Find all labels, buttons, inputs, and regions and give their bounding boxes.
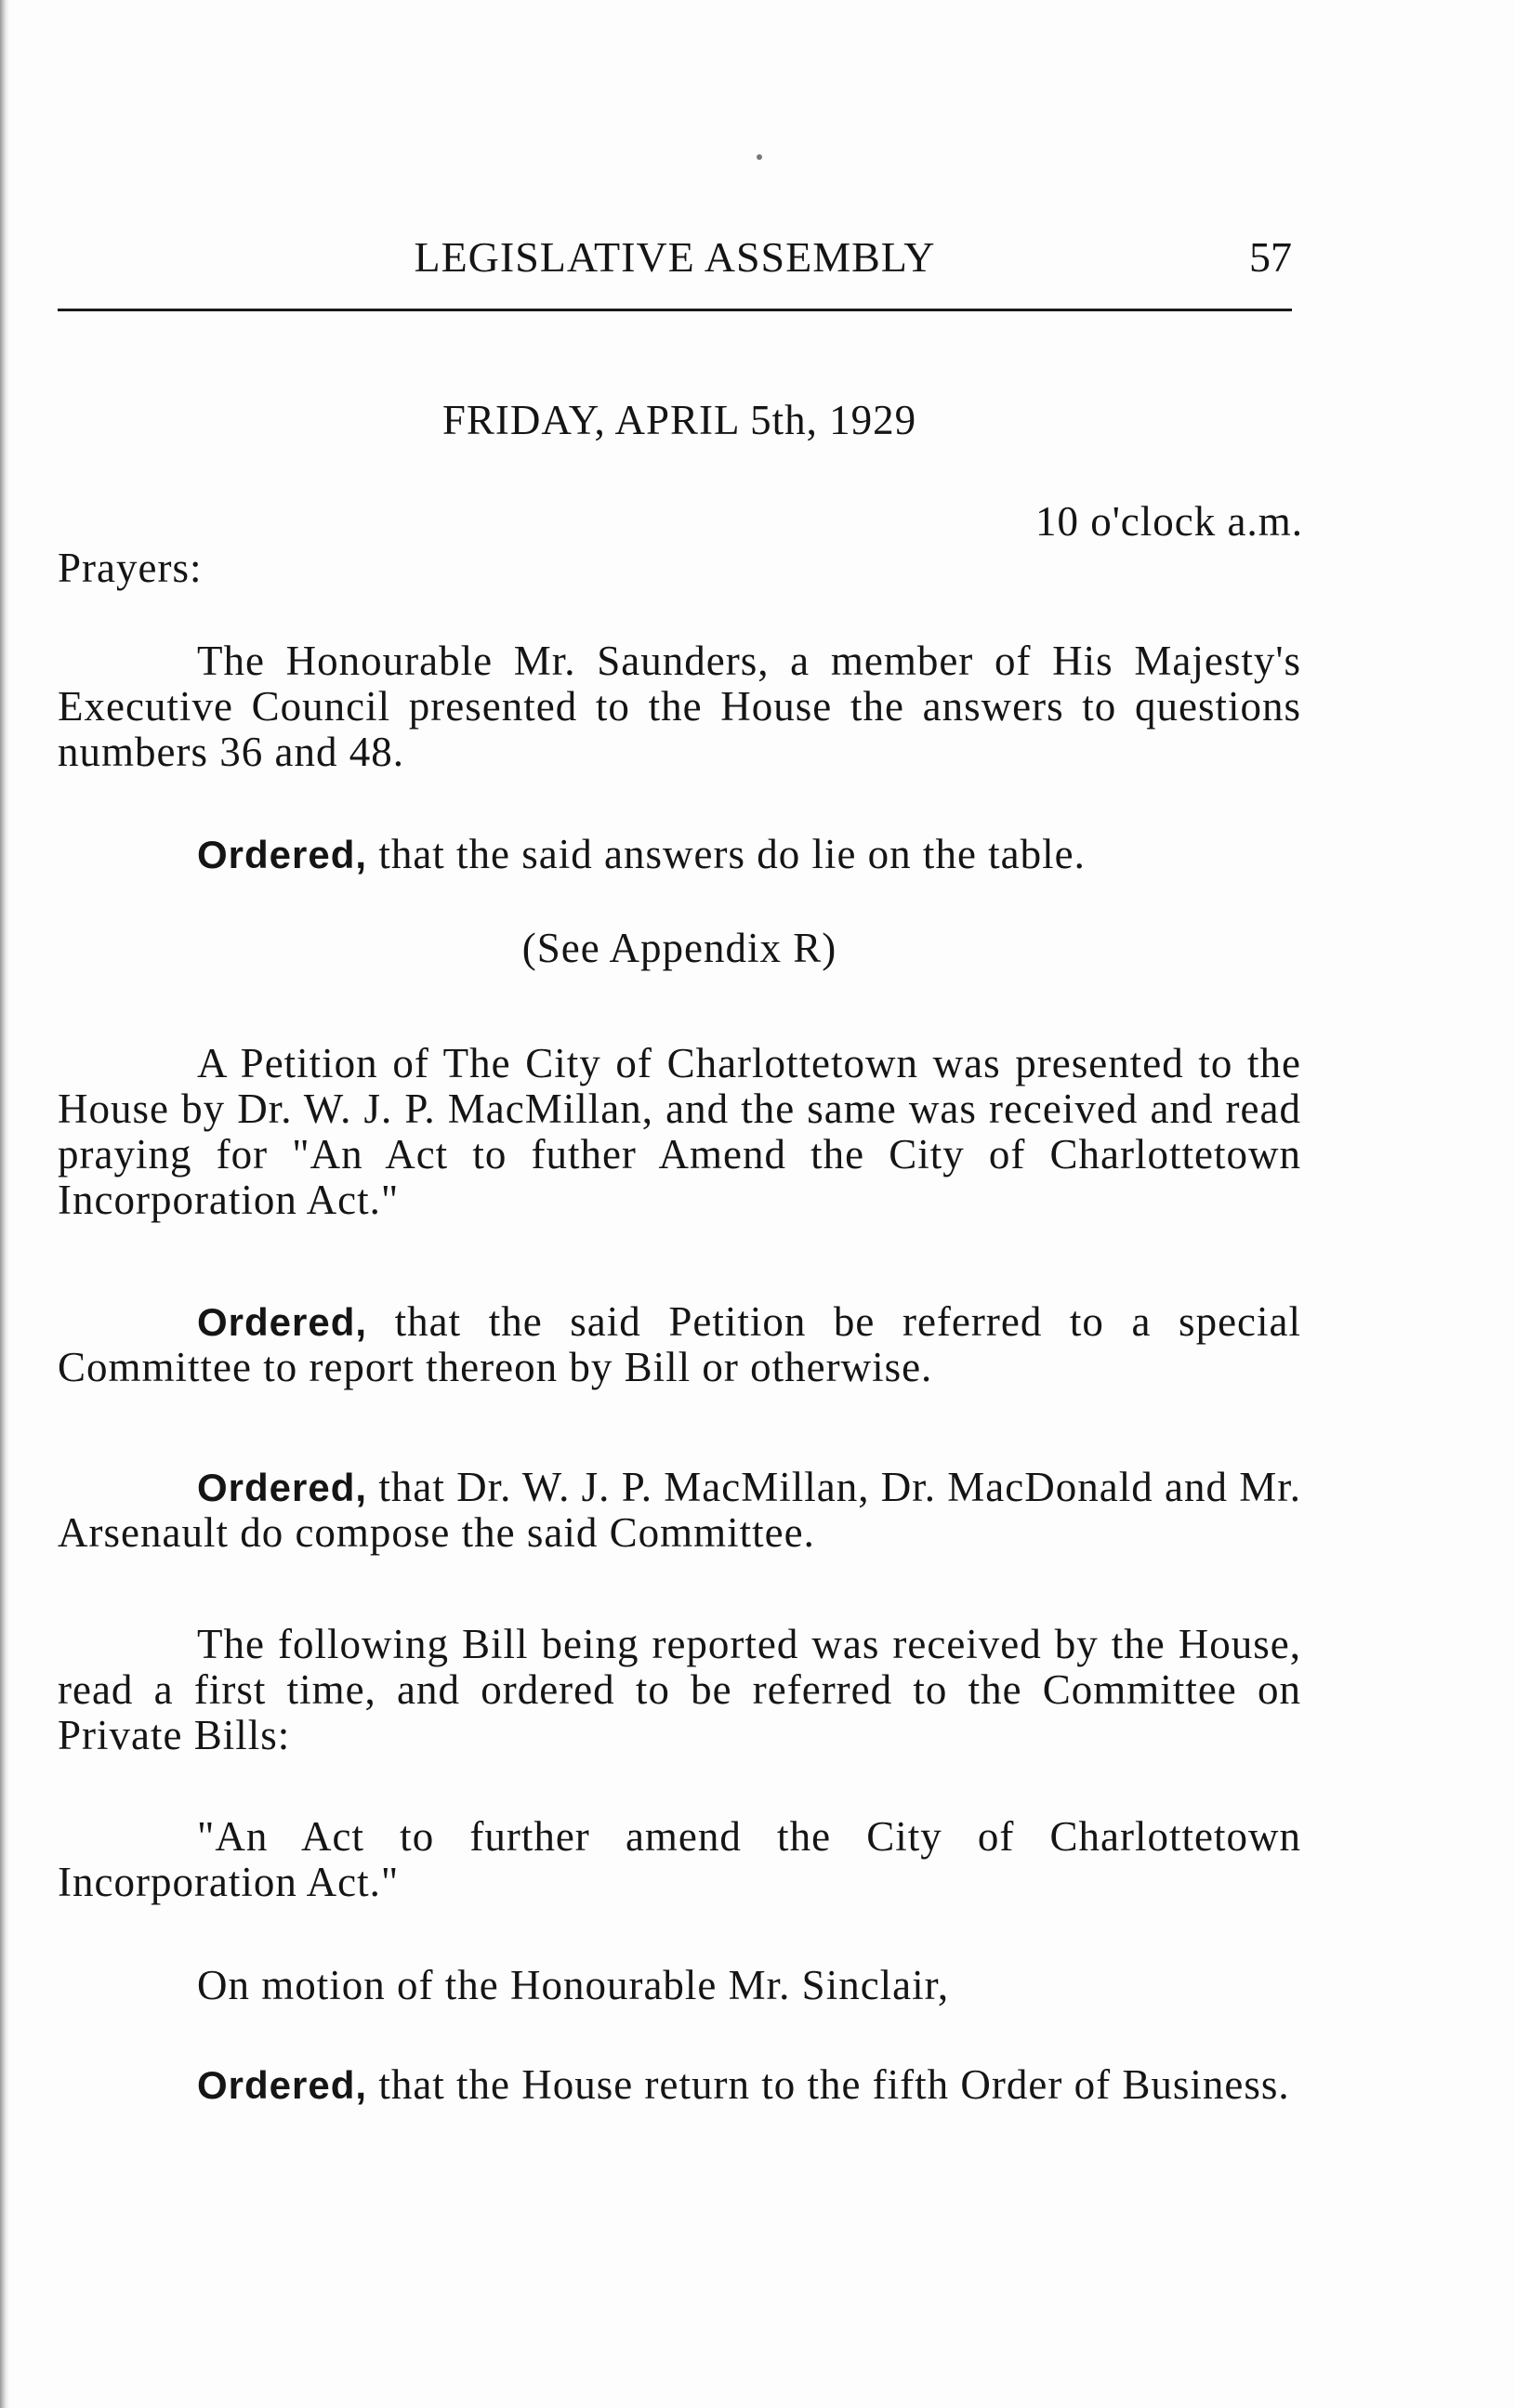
prayers-label: Prayers:: [58, 545, 203, 591]
paragraph-motion: On motion of the Honourable Mr. Sinclair,: [197, 1962, 950, 2008]
appendix-reference: (See Appendix R): [521, 925, 837, 971]
paragraph-ordered-answers: [58, 832, 1301, 877]
ordered-label: Ordered,: [197, 2063, 368, 2107]
paragraph-text: that the said Petition be referred to a special Committee to report thereon by Bill or otherwise.: [58, 1298, 1301, 1390]
page-header: [58, 232, 1292, 297]
paragraph-text: that Dr. W. J. P. MacMillan, Dr. MacDonald and Mr. Arsenault do compose the said Committee.: [58, 1464, 1301, 1556]
running-title: LEGISLATIVE ASSEMBLY: [414, 233, 936, 281]
paragraph-ordered-petition: [58, 1299, 1301, 1390]
ordered-label: Ordered,: [197, 833, 368, 876]
paragraph-saunders-answers: The Honourable Mr. Saunders, a member of His Majesty's Executive Council presented to the House the answers to questions numbers 36 and 48.: [58, 638, 1301, 775]
paragraph-bill-reported: The following Bill being reported was received by the House, read a first time, and ordered to be referred to the Committee on Private Bills:: [58, 1621, 1301, 1758]
paragraph-petition: A Petition of The City of Charlottetown was presented to the House by Dr. W. J. P. MacMillan, and the same was received and read praying for "An Act to futher Amend the City of Charlottetown Incorporation Act.": [58, 1040, 1301, 1223]
paragraph-ordered-committee: [58, 1465, 1301, 1556]
paragraph-bill-title: "An Act to further amend the City of Charlottetown Incorporation Act.": [58, 1813, 1301, 1905]
page-number: 57: [1249, 233, 1292, 281]
page-edge-shadow: [0, 0, 9, 2408]
ordered-label: Ordered,: [197, 1300, 368, 1344]
header-rule: [58, 309, 1292, 311]
paragraph-text: that the House return to the fifth Order of Business.: [367, 2061, 1290, 2108]
date-heading: FRIDAY, APRIL 5th, 1929: [441, 397, 917, 443]
sitting-time: 10 o'clock a.m.: [1034, 498, 1303, 545]
paragraph-text: that the said answers do lie on the table.: [367, 831, 1086, 877]
ordered-label: Ordered,: [197, 1466, 368, 1509]
print-speck: [757, 154, 762, 160]
paragraph-ordered-return: [58, 2062, 1301, 2108]
